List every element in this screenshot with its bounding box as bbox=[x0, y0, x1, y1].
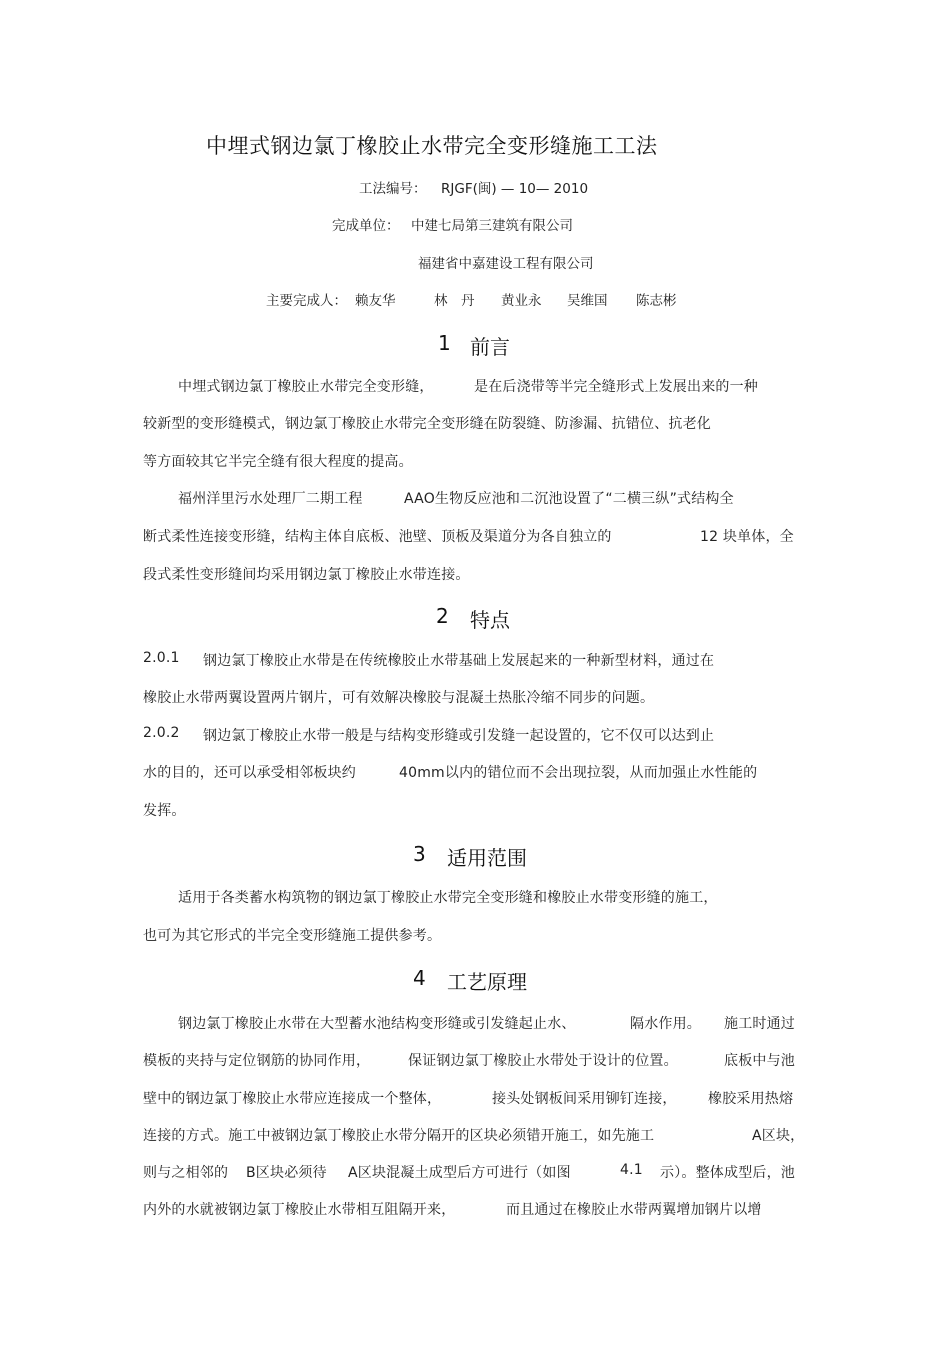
author-name: 黄业永 bbox=[501, 293, 542, 309]
section-number: 3 bbox=[413, 842, 426, 866]
section-number: 2 bbox=[436, 604, 449, 628]
paragraph-line: 而且通过在橡胶止水带两翼增加钢片以增 bbox=[506, 1202, 762, 1218]
paragraph-line: 隔水作用。 bbox=[630, 1016, 701, 1032]
paragraph-line: 40mm以内的错位而不会出现拉裂，从而加强止水性能的 bbox=[399, 765, 758, 781]
section-title: 工艺原理 bbox=[447, 970, 527, 994]
paragraph-line: 示）。整体成型后，池 bbox=[660, 1165, 795, 1181]
completing-unit-1: 中建七局第三建筑有限公司 bbox=[411, 218, 573, 234]
paragraph-line: 橡胶采用热熔 bbox=[708, 1091, 794, 1107]
paragraph-line: 适用于各类蓄水构筑物的钢边氯丁橡胶止水带完全变形缝和橡胶止水带变形缝的施工， bbox=[178, 890, 718, 906]
section-title: 特点 bbox=[470, 608, 510, 632]
paragraph-line: 连接的方式。施工中被钢边氯丁橡胶止水带分隔开的区块必须错开施工，如先施工 bbox=[143, 1128, 655, 1144]
paragraph-line: A区块混凝土成型后方可进行（如图 bbox=[348, 1165, 571, 1181]
paragraph-line: 橡胶止水带两翼设置两片钢片，可有效解决橡胶与混凝土热胀冷缩不同步的问题。 bbox=[143, 690, 655, 706]
clause-number: 2.0.1 bbox=[143, 650, 180, 666]
paragraph-line: 钢边氯丁橡胶止水带一般是与结构变形缝或引发缝一起设置的，它不仅可以达到止 bbox=[203, 728, 715, 744]
paragraph-line: 壁中的钢边氯丁橡胶止水带应连接成一个整体， bbox=[143, 1091, 442, 1107]
author-name: 赖友华 bbox=[355, 293, 396, 309]
section-number: 1 bbox=[438, 331, 451, 355]
completing-unit-2: 福建省中嘉建设工程有限公司 bbox=[418, 256, 594, 272]
author-name: 林 丹 bbox=[434, 293, 475, 309]
paragraph-line: 底板中与池 bbox=[724, 1053, 795, 1069]
paragraph-line: 段式柔性变形缝间均采用钢边氯丁橡胶止水带连接。 bbox=[143, 567, 470, 583]
paragraph-line: 保证钢边氯丁橡胶止水带处于设计的位置。 bbox=[408, 1053, 678, 1069]
author-name: 陈志彬 bbox=[636, 293, 677, 309]
paragraph-line: 则与之相邻的 bbox=[143, 1165, 229, 1181]
paragraph-line: 4.1 bbox=[620, 1162, 643, 1178]
paragraph-line: 是在后浇带等半完全缝形式上发展出来的一种 bbox=[474, 379, 758, 395]
paragraph-line: 施工时通过 bbox=[724, 1016, 795, 1032]
paragraph-line: 模板的夹持与定位钢筋的协同作用， bbox=[143, 1053, 371, 1069]
paragraph-line: 断式柔性连接变形缝，结构主体自底板、池壁、顶板及渠道分为各自独立的 bbox=[143, 529, 612, 545]
section-title: 前言 bbox=[470, 335, 510, 359]
paragraph-line: 内外的水就被钢边氯丁橡胶止水带相互阻隔开来， bbox=[143, 1202, 456, 1218]
paragraph-line: A区块， bbox=[752, 1128, 805, 1144]
paragraph-line: AAO生物反应池和二沉池设置了“二横三纵”式结构全 bbox=[404, 491, 734, 507]
paragraph-line: 福州洋里污水处理厂二期工程 bbox=[178, 491, 363, 507]
section-number: 4 bbox=[413, 966, 426, 990]
section-title: 适用范围 bbox=[447, 846, 527, 870]
paragraph-line: 等方面较其它半完全缝有很大程度的提高。 bbox=[143, 454, 413, 470]
paragraph-line: 发挥。 bbox=[143, 803, 186, 819]
clause-number: 2.0.2 bbox=[143, 725, 180, 741]
paragraph-line: 较新型的变形缝模式，钢边氯丁橡胶止水带完全变形缝在防裂缝、防渗漏、抗错位、抗老化 bbox=[143, 416, 711, 432]
author-name: 吴维国 bbox=[567, 293, 608, 309]
paragraph-line: 钢边氯丁橡胶止水带在大型蓄水池结构变形缝或引发缝起止水、 bbox=[178, 1016, 576, 1032]
document-title: 中埋式钢边氯丁橡胶止水带完全变形缝施工工法 bbox=[206, 134, 658, 158]
completing-unit-label: 完成单位： bbox=[332, 218, 400, 234]
main-authors-label: 主要完成人： bbox=[266, 293, 347, 309]
paragraph-line: 12 块单体，全 bbox=[700, 529, 794, 545]
paragraph-line: 接头处钢板间采用铆钉连接， bbox=[492, 1091, 677, 1107]
paragraph-line: 水的目的，还可以承受相邻板块约 bbox=[143, 765, 356, 781]
method-code-value: RJGF(闽) — 10— 2010 bbox=[441, 181, 589, 197]
paragraph-line: B区块必须待 bbox=[246, 1165, 327, 1181]
paragraph-line: 钢边氯丁橡胶止水带是在传统橡胶止水带基础上发展起来的一种新型材料，通过在 bbox=[203, 653, 715, 669]
paragraph-line: 中埋式钢边氯丁橡胶止水带完全变形缝， bbox=[178, 379, 434, 395]
paragraph-line: 也可为其它形式的半完全变形缝施工提供参考。 bbox=[143, 928, 442, 944]
method-code-label: 工法编号： bbox=[359, 181, 427, 197]
